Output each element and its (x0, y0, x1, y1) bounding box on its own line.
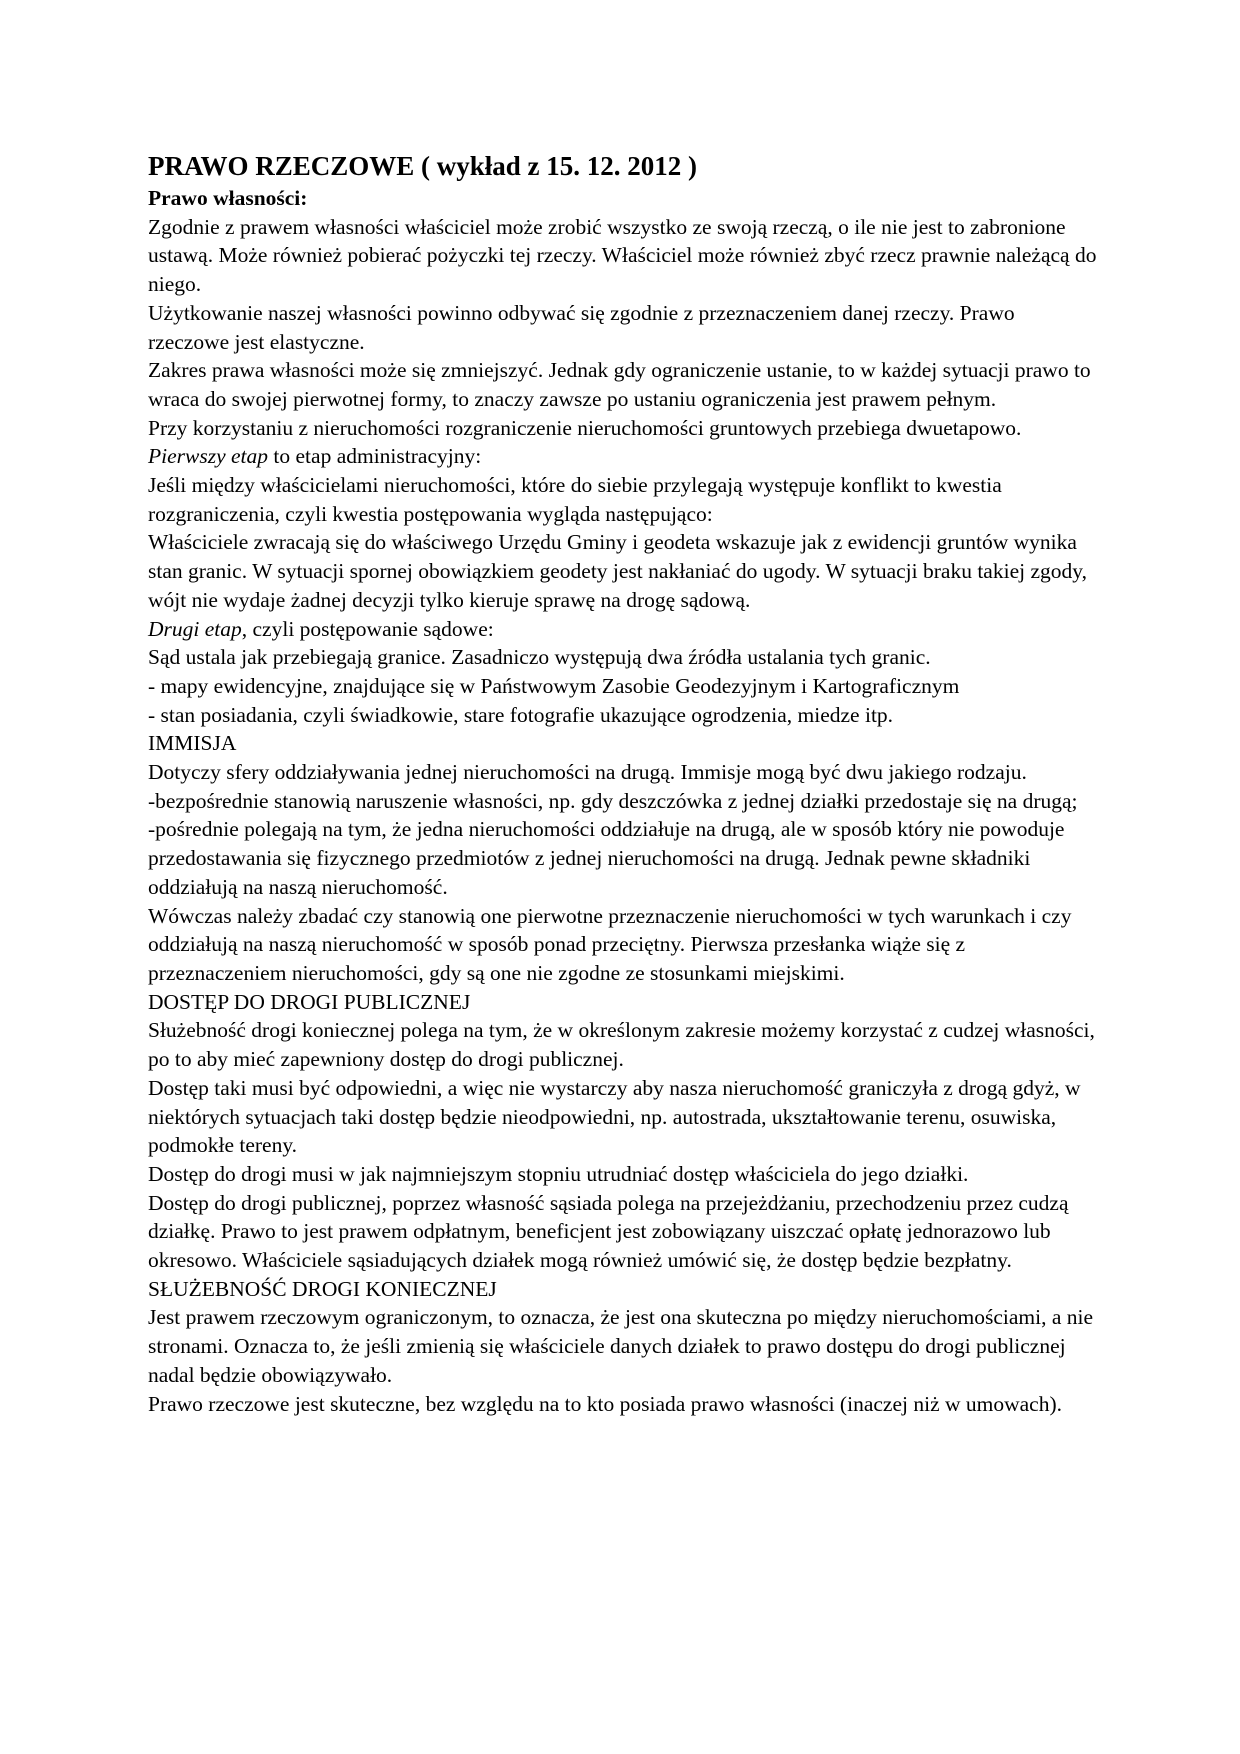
paragraph: Prawo rzeczowe jest skuteczne, bez względu na to kto posiada prawo własności (inaczej niż w umowach). (148, 1391, 1063, 1416)
list-item: - mapy ewidencyjne, znajdujące się w Państwowym Zasobie Geodezyjnym i Kartograficznym (148, 673, 960, 698)
paragraph: Zakres prawa własności może się zmniejszyć. Jednak gdy ograniczenie ustanie, to w każdej sytuacji prawo to wraca do swojej pierwotnej formy, to znaczy zawsze po ustaniu ograniczenia jest prawem pełnym. (148, 358, 1091, 411)
paragraph: Służebność drogi koniecznej polega na tym, że w określonym zakresie możemy korzystać z cudzej własności, po to aby mieć zapewniony dostęp do drogi publicznej. (148, 1018, 1095, 1072)
paragraph: Użytkowanie naszej własności powinno odbywać się zgodnie z przeznaczeniem danej rzeczy. Prawo rzeczowe jest elastyczne. (148, 300, 1015, 354)
paragraph: Dotyczy sfery oddziaływania jednej nieruchomości na drugą. Immisje mogą być dwu jakiego rodzaju. (148, 760, 1027, 785)
document-page (148, 148, 1098, 1418)
paragraph-text: to etap administracyjny: (268, 444, 482, 469)
italic-term: Drugi etap (148, 616, 242, 641)
section-heading-prawo-wlasnosci: Prawo własności: (148, 186, 308, 210)
document-title: PRAWO RZECZOWE ( wykład z 15. 12. 2012 ) (148, 151, 698, 181)
section-heading-dostep-do-drogi: DOSTĘP DO DROGI PUBLICZNEJ (148, 989, 471, 1014)
italic-term: Pierwszy etap (148, 444, 269, 469)
list-item: - stan posiadania, czyli świadkowie, stare fotografie ukazujące ogrodzenia, miedze itp. (148, 702, 894, 727)
paragraph: Przy korzystaniu z nieruchomości rozgraniczenie nieruchomości gruntowych przebiega dwuetapowo. (148, 415, 1022, 440)
paragraph: Jest prawem rzeczowym ograniczonym, to oznacza, że jest ona skuteczna po między nieruchomościami, a nie stronami. Oznacza to, że jeśli zmienią się właściciele danych działek to prawo dostępu do drogi publicznej nadal będzie obowiązywało. (148, 1305, 1094, 1387)
paragraph: Wówczas należy zbadać czy stanowią one pierwotne przeznaczenie nieruchomości w tych warunkach i czy oddziałują na naszą nieruchomość w sposób ponad przeciętny. Pierwsza przesłanka wiąże się z przeznaczeniem nieruchomości, gdy są one nie zgodne ze stosunkami miejskimi. (148, 903, 1072, 985)
paragraph-pierwszy-etap (148, 442, 1098, 471)
section-heading-immisja: IMMISJA (148, 731, 237, 756)
paragraph: Sąd ustala jak przebiegają granice. Zasadniczo występują dwa źródła ustalania tych granic. (148, 645, 931, 670)
paragraph-text: , czyli postępowanie sądowe: (241, 616, 494, 641)
section-heading-sluzebnosc: SŁUŻEBNOŚĆ DROGI KONIECZNEJ (148, 1276, 497, 1301)
paragraph: Dostęp do drogi publicznej, poprzez własność sąsiada polega na przejeżdżaniu, przechodzeniu przez cudzą działkę. Prawo to jest prawem odpłatnym, beneficjent jest zobowiązany uiszczać opłatę jednorazowo lub okresowo. Właściciele sąsiadujących działek mogą również umówić się, że dostęp będzie bezpłatny. (148, 1190, 1069, 1273)
list-item: -pośrednie polegają na tym, że jedna nieruchomości oddziałuje na drugą, ale w sposób który nie powoduje przedostawania się fizycznego przedmiotów z jednej nieruchomości na drugą. Jednak pewne składniki oddziałują na naszą nieruchomość. (148, 817, 1065, 899)
list-item: -bezpośrednie stanowią naruszenie własności, np. gdy deszczówka z jednej działki przedostaje się na drugą; (148, 788, 1078, 813)
paragraph: Zgodnie z prawem własności właściciel może zrobić wszystko ze swoją rzeczą, o ile nie jest to zabronione ustawą. Może również pobierać pożyczki tej rzeczy. Właściciel może również zbyć rzecz prawnie należącą do niego. (148, 214, 1097, 297)
paragraph: Dostęp taki musi być odpowiedni, a więc nie wystarczy aby nasza nieruchomość graniczyła z drogą gdyż, w niektórych sytuacjach taki dostęp będzie nieodpowiedni, np. autostrada, ukształtowanie terenu, osuwiska, podmokłe tereny. (148, 1075, 1081, 1158)
paragraph-drugi-etap (148, 615, 1098, 644)
paragraph: Jeśli między właścicielami nieruchomości, które do siebie przylegają występuje konflikt to kwestia rozgraniczenia, czyli kwestia postępowania wygląda następująco: (148, 473, 1002, 526)
paragraph: Właściciele zwracają się do właściwego Urzędu Gminy i geodeta wskazuje jak z ewidencji gruntów wynika stan granic. W sytuacji spornej obowiązkiem geodety jest nakłaniać do ugody. W sytuacji braku takiej zgody, wójt nie wydaje żadnej decyzji tylko kieruje sprawę na drogę sądową. (148, 530, 1087, 612)
paragraph: Dostęp do drogi musi w jak najmniejszym stopniu utrudniać dostęp właściciela do jego działki. (148, 1161, 969, 1186)
